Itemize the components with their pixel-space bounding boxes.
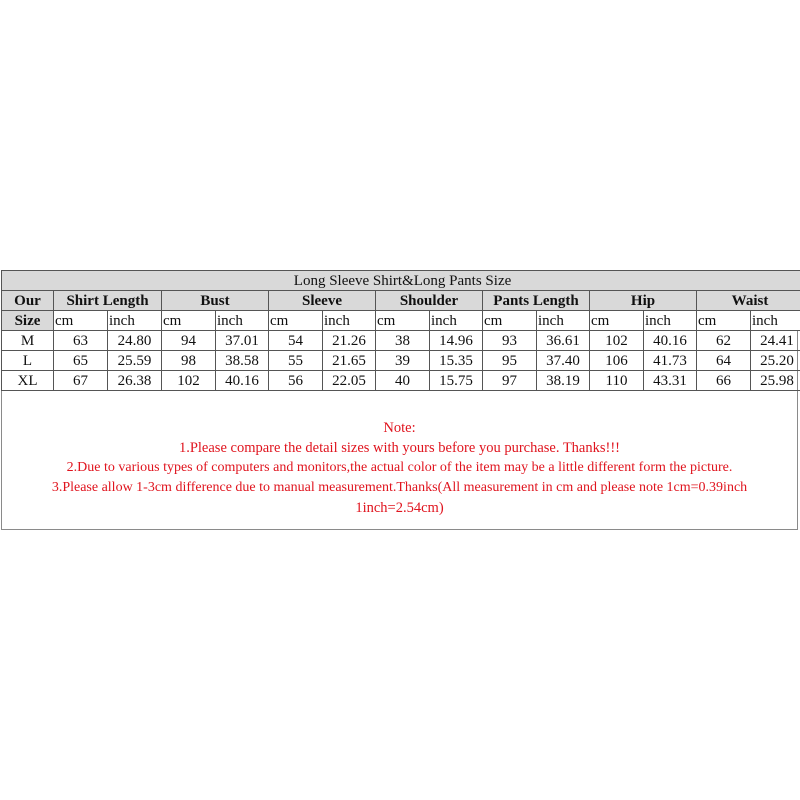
value-cell: 25.20 (751, 351, 800, 371)
value-cell: 66 (697, 371, 751, 391)
value-cell: 102 (162, 371, 216, 391)
value-cell: 94 (162, 331, 216, 351)
value-cell: 110 (590, 371, 644, 391)
value-cell: 40.16 (644, 331, 697, 351)
unit-inch: inch (537, 311, 590, 331)
size-chart (1, 270, 798, 530)
our-size-label-2: Size (2, 311, 54, 331)
value-cell: 14.96 (430, 331, 483, 351)
value-cell: 37.40 (537, 351, 590, 371)
notes-block (2, 418, 797, 518)
value-cell: 38.19 (537, 371, 590, 391)
value-cell: 102 (590, 331, 644, 351)
header-row (2, 291, 800, 311)
note-heading: Note: (383, 420, 416, 436)
value-cell: 95 (483, 351, 537, 371)
value-cell: 36.61 (537, 331, 590, 351)
note-line-3: 3.Please allow 1-3cm difference due to manual measurement.Thanks(All measurement in cm and please note 1cm=0.39inch (51, 480, 748, 495)
unit-inch: inch (216, 311, 269, 331)
col-header-shoulder: Shoulder (376, 291, 483, 311)
value-cell: 67 (54, 371, 108, 391)
col-header-shirt-length: Shirt Length (54, 291, 162, 311)
value-cell: 54 (269, 331, 323, 351)
value-cell: 25.98 (751, 371, 800, 391)
unit-cm: cm (269, 311, 323, 331)
col-header-sleeve: Sleeve (269, 291, 376, 311)
unit-row (2, 311, 800, 331)
unit-inch: inch (644, 311, 697, 331)
value-cell: 38 (376, 331, 430, 351)
size-cell: L (2, 351, 54, 371)
value-cell: 93 (483, 331, 537, 351)
value-cell: 24.80 (108, 331, 162, 351)
value-cell: 40 (376, 371, 430, 391)
unit-inch: inch (751, 311, 800, 331)
value-cell: 21.65 (323, 351, 376, 371)
value-cell: 38.58 (216, 351, 269, 371)
value-cell: 39 (376, 351, 430, 371)
value-cell: 26.38 (108, 371, 162, 391)
unit-inch: inch (323, 311, 376, 331)
table-row (2, 371, 800, 391)
table-row (2, 351, 800, 371)
value-cell: 15.35 (430, 351, 483, 371)
table-title: Long Sleeve Shirt&Long Pants Size (2, 271, 800, 291)
value-cell: 65 (54, 351, 108, 371)
our-size-label-1: Our (2, 291, 54, 311)
unit-cm: cm (590, 311, 644, 331)
note-line-2: 2.Due to various types of computers and monitors,the actual color of the item may be a little different form the picture. (66, 460, 733, 475)
unit-cm: cm (483, 311, 537, 331)
title-row (2, 271, 800, 291)
value-cell: 106 (590, 351, 644, 371)
unit-cm: cm (697, 311, 751, 331)
table-row (2, 331, 800, 351)
value-cell: 37.01 (216, 331, 269, 351)
col-header-pants-length: Pants Length (483, 291, 590, 311)
value-cell: 24.41 (751, 331, 800, 351)
value-cell: 97 (483, 371, 537, 391)
value-cell: 41.73 (644, 351, 697, 371)
size-cell: M (2, 331, 54, 351)
value-cell: 21.26 (323, 331, 376, 351)
value-cell: 55 (269, 351, 323, 371)
col-header-bust: Bust (162, 291, 269, 311)
size-table (1, 270, 800, 391)
size-cell: XL (2, 371, 54, 391)
value-cell: 25.59 (108, 351, 162, 371)
unit-cm: cm (54, 311, 108, 331)
value-cell: 22.05 (323, 371, 376, 391)
value-cell: 15.75 (430, 371, 483, 391)
unit-inch: inch (108, 311, 162, 331)
value-cell: 63 (54, 331, 108, 351)
unit-inch: inch (430, 311, 483, 331)
value-cell: 40.16 (216, 371, 269, 391)
value-cell: 64 (697, 351, 751, 371)
value-cell: 62 (697, 331, 751, 351)
value-cell: 43.31 (644, 371, 697, 391)
unit-cm: cm (376, 311, 430, 331)
col-header-hip: Hip (590, 291, 697, 311)
col-header-waist: Waist (697, 291, 800, 311)
unit-cm: cm (162, 311, 216, 331)
value-cell: 98 (162, 351, 216, 371)
value-cell: 56 (269, 371, 323, 391)
note-line-4: 1inch=2.54cm) (355, 500, 444, 516)
note-line-1: 1.Please compare the detail sizes with yours before you purchase. Thanks!!! (178, 440, 621, 456)
